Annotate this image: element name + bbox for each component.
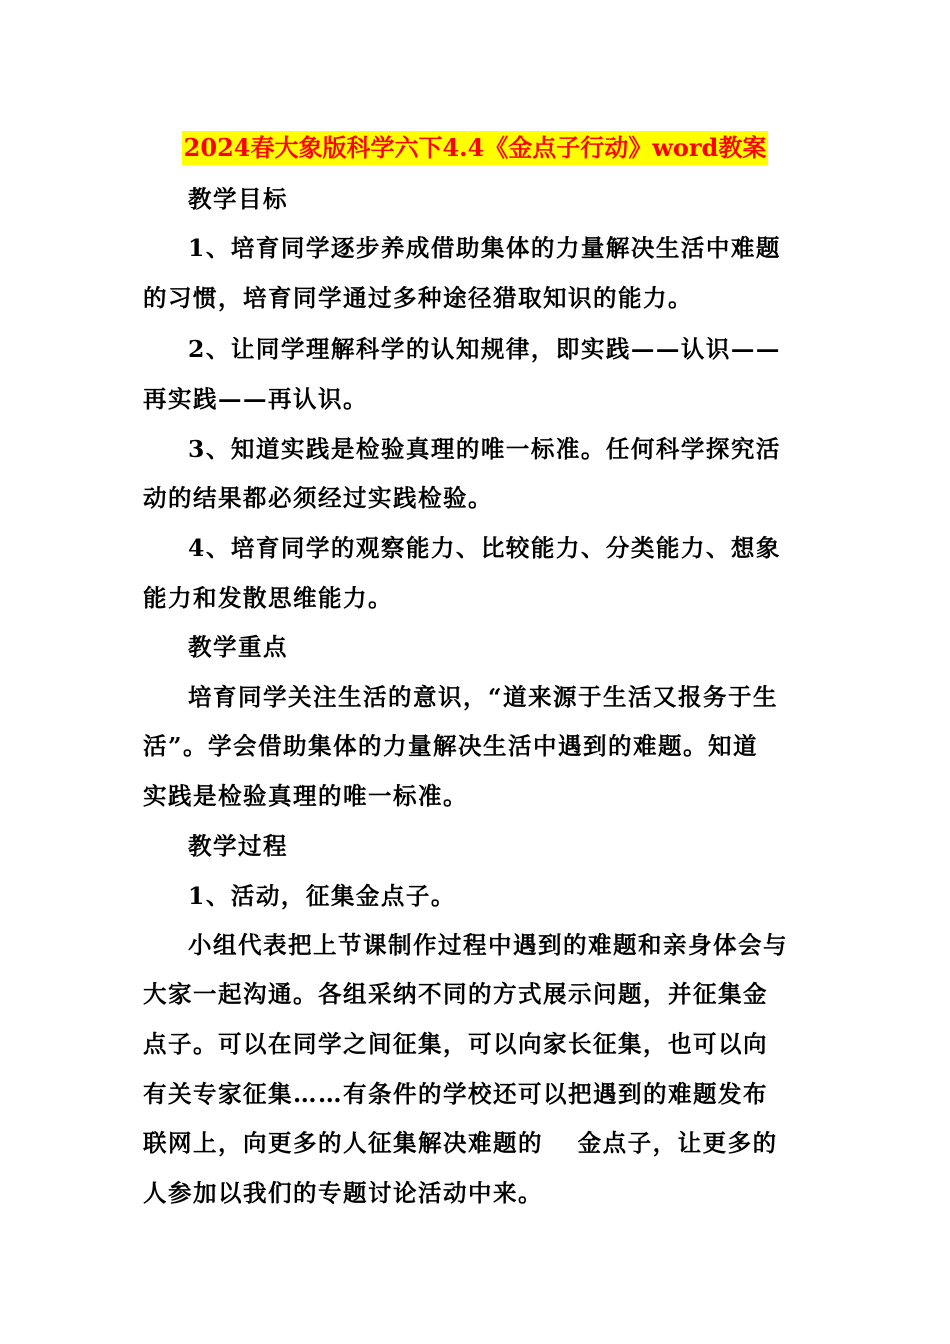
heading-teaching-process: 教学过程 [188,832,288,860]
paragraph-line: 能力和发散思维能力。 [143,584,393,612]
paragraph-line: 再实践——再认识。 [143,385,368,413]
paragraph-line: 有关专家征集……有条件的学校还可以把遇到的难题发布 [143,1080,768,1108]
paragraph-line: 3、知道实践是检验真理的唯一标准。任何科学探究活 [188,435,781,463]
paragraph-line: 的习惯，培育同学通过多种途径猎取知识的能力。 [143,284,693,312]
paragraph-line: 动的结果都必须经过实践检验。 [143,484,493,512]
paragraph-line: 联网上，向更多的人征集解决难题的 金点子，让更多的 [143,1129,778,1157]
heading-key-points: 教学重点 [188,633,288,661]
document-title: 2024春大象版科学六下4.4《金点子行动》word教案 [182,131,769,165]
heading-teaching-goals: 教学目标 [188,185,288,213]
paragraph-line: 人参加以我们的专题讨论活动中来。 [143,1179,543,1207]
paragraph-line: 1、活动，征集金点子。 [188,882,456,910]
paragraph-line: 4、培育同学的观察能力、比较能力、分类能力、想象 [188,534,781,562]
paragraph-line: 1、培育同学逐步养成借助集体的力量解决生活中难题 [188,234,781,262]
paragraph-line: 实践是检验真理的唯一标准。 [143,782,468,810]
title-wrap [0,131,950,165]
paragraph-line: 大家一起沟通。各组采纳不同的方式展示问题，并征集金 [143,980,768,1008]
paragraph-line: 活”。学会借助集体的力量解决生活中遇到的难题。知道 [143,732,759,760]
paragraph-line: 小组代表把上节课制作过程中遇到的难题和亲身体会与 [188,931,788,959]
paragraph-line: 培育同学关注生活的意识，“道来源于生活又报务于生 [188,683,779,711]
paragraph-line: 2、让同学理解科学的认知规律，即实践——认识—— [188,335,781,363]
paragraph-line: 点子。可以在同学之间征集，可以向家长征集，也可以向 [143,1030,768,1058]
